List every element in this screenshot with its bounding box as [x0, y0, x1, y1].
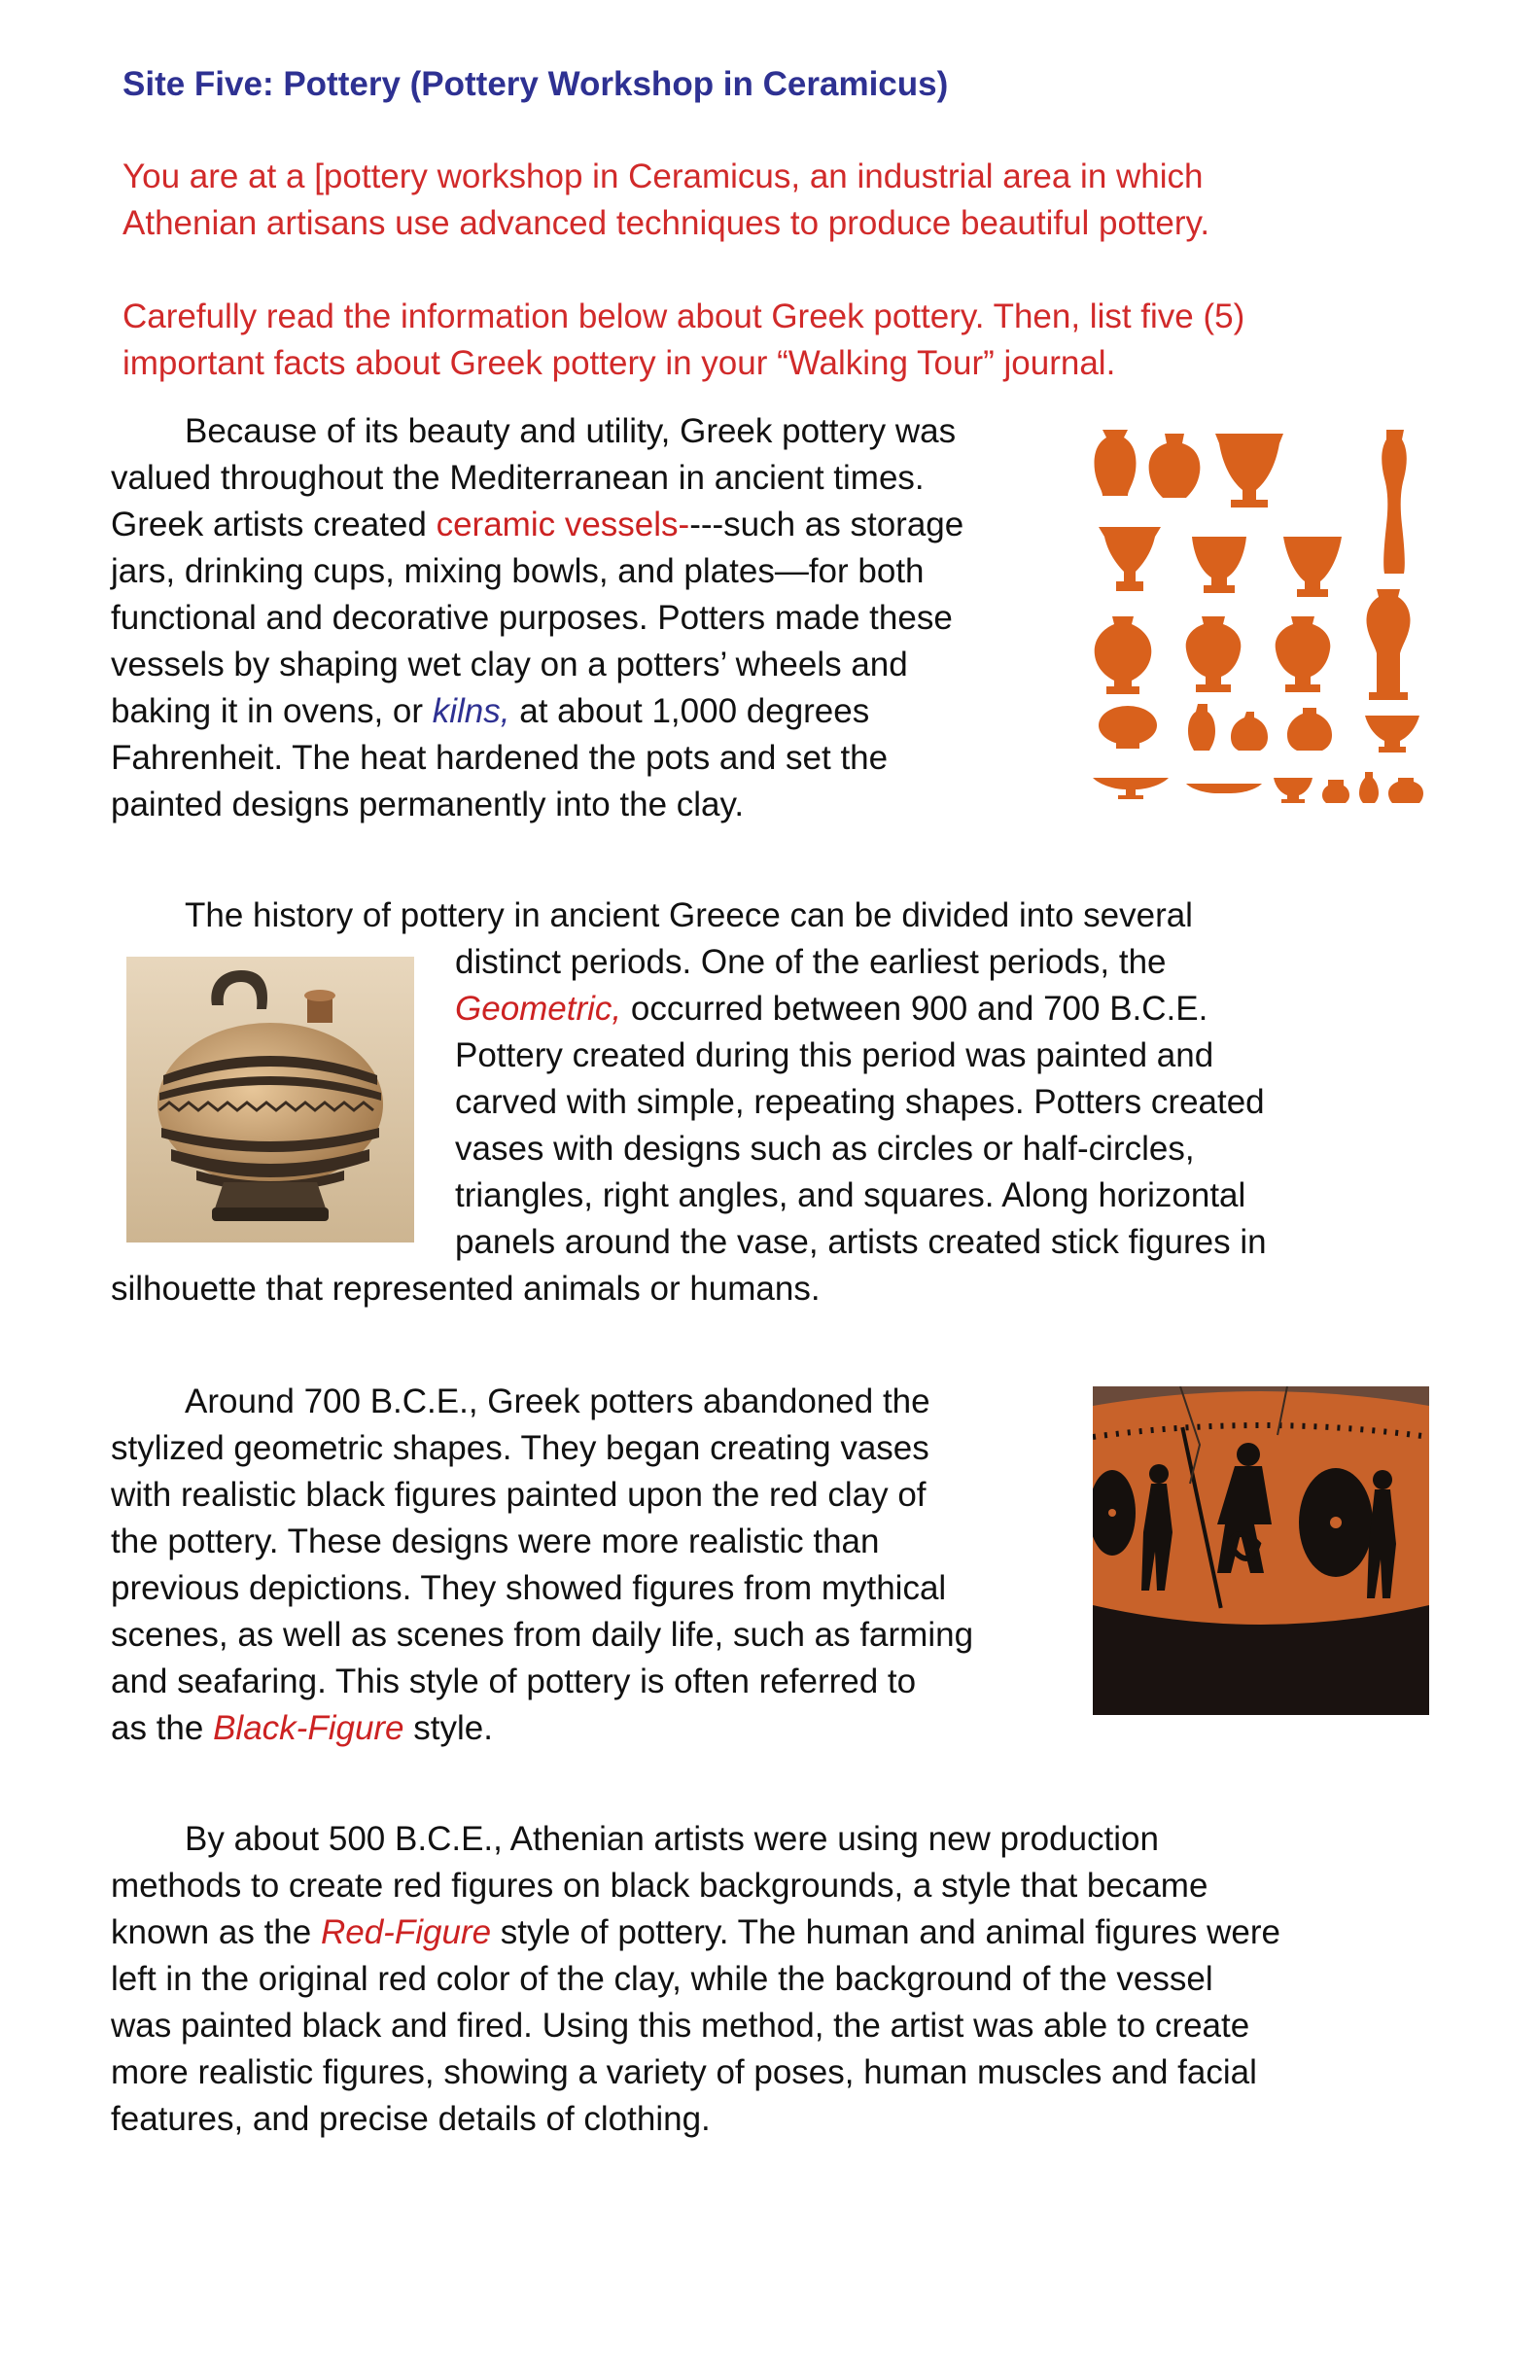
text-line: The history of pottery in ancient Greece can be divided into several [185, 896, 1193, 934]
page-title: Site Five: Pottery (Pottery Workshop in Ceramicus) [122, 65, 949, 103]
intro-line: important facts about Greek pottery in your “Walking Tour” journal. [122, 344, 1116, 382]
text-line: Geometric, occurred between 900 and 700 B.C.E. [455, 990, 1208, 1028]
text-line: triangles, right angles, and squares. Along horizontal [455, 1176, 1246, 1214]
text-line: as the Black-Figure style. [111, 1709, 493, 1747]
text-line: vases with designs such as circles or half-circles, [455, 1130, 1195, 1168]
text-line: Fahrenheit. The heat hardened the pots and set the [111, 739, 889, 777]
intro-line: You are at a [pottery workshop in Ceramicus, an industrial area in which [122, 158, 1204, 195]
text-line: the pottery. These designs were more realistic than [111, 1522, 880, 1560]
text-line: previous depictions. They showed figures from mythical [111, 1569, 947, 1607]
text-line: By about 500 B.C.E., Athenian artists were using new production [185, 1820, 1159, 1858]
geometric-jar-image [126, 957, 414, 1242]
text-line: Because of its beauty and utility, Greek pottery was [185, 412, 957, 450]
text-line: vessels by shaping wet clay on a potters’ wheels and [111, 646, 908, 683]
intro-task [122, 294, 1425, 387]
paragraph-red-figure [111, 1816, 1452, 2166]
text-line: with realistic black figures painted upon the red clay of [111, 1476, 927, 1514]
text-line: baking it in ovens, or kilns, at about 1,000 degrees [111, 692, 870, 730]
term-red-figure: Red-Figure [320, 1913, 492, 1951]
text-line: distinct periods. One of the earliest periods, the [455, 943, 1167, 981]
text-line: panels around the vase, artists created stick figures in [455, 1223, 1267, 1261]
text-line: was painted black and fired. Using this method, the artist was able to create [111, 2007, 1250, 2045]
term-kilns: kilns, [432, 692, 510, 730]
text-line: more realistic figures, showing a variety of poses, human muscles and facial [111, 2053, 1257, 2091]
text-line: silhouette that represented animals or humans. [111, 1270, 821, 1308]
term-geometric: Geometric, [455, 990, 622, 1028]
term-black-figure: Black-Figure [213, 1709, 404, 1747]
text-line: stylized geometric shapes. They began creating vases [111, 1429, 929, 1467]
text-line: features, and precise details of clothing. [111, 2100, 711, 2138]
text-line: scenes, as well as scenes from daily life, such as farming [111, 1616, 974, 1654]
black-figure-pottery-image [1093, 1386, 1429, 1715]
intro-location [122, 154, 1425, 247]
intro-line: Athenian artisans use advanced techniques to produce beautiful pottery. [122, 204, 1210, 242]
text-line: valued throughout the Mediterranean in ancient times. [111, 459, 925, 497]
text-line: known as the Red-Figure style of pottery. The human and animal figures were [111, 1913, 1280, 1951]
text-line: painted designs permanently into the clay. [111, 786, 745, 823]
text-line: Pottery created during this period was painted and [455, 1036, 1214, 1074]
text-line: jars, drinking cups, mixing bowls, and plates—for both [111, 552, 925, 590]
term-ceramic-vessels: ceramic vessels- [436, 506, 690, 543]
text-line: functional and decorative purposes. Potters made these [111, 599, 953, 637]
text-line: Greek artists created ceramic vessels----such as storage [111, 506, 964, 543]
vessel-shapes-image [1089, 416, 1429, 805]
text-line: and seafaring. This style of pottery is often referred to [111, 1662, 917, 1700]
text-line: carved with simple, repeating shapes. Potters created [455, 1083, 1265, 1121]
text-line: left in the original red color of the clay, while the background of the vessel [111, 1960, 1213, 1998]
text-line: methods to create red figures on black backgrounds, a style that became [111, 1867, 1208, 1905]
text-line: Around 700 B.C.E., Greek potters abandoned the [185, 1382, 930, 1420]
intro-line: Carefully read the information below about Greek pottery. Then, list five (5) [122, 298, 1245, 335]
